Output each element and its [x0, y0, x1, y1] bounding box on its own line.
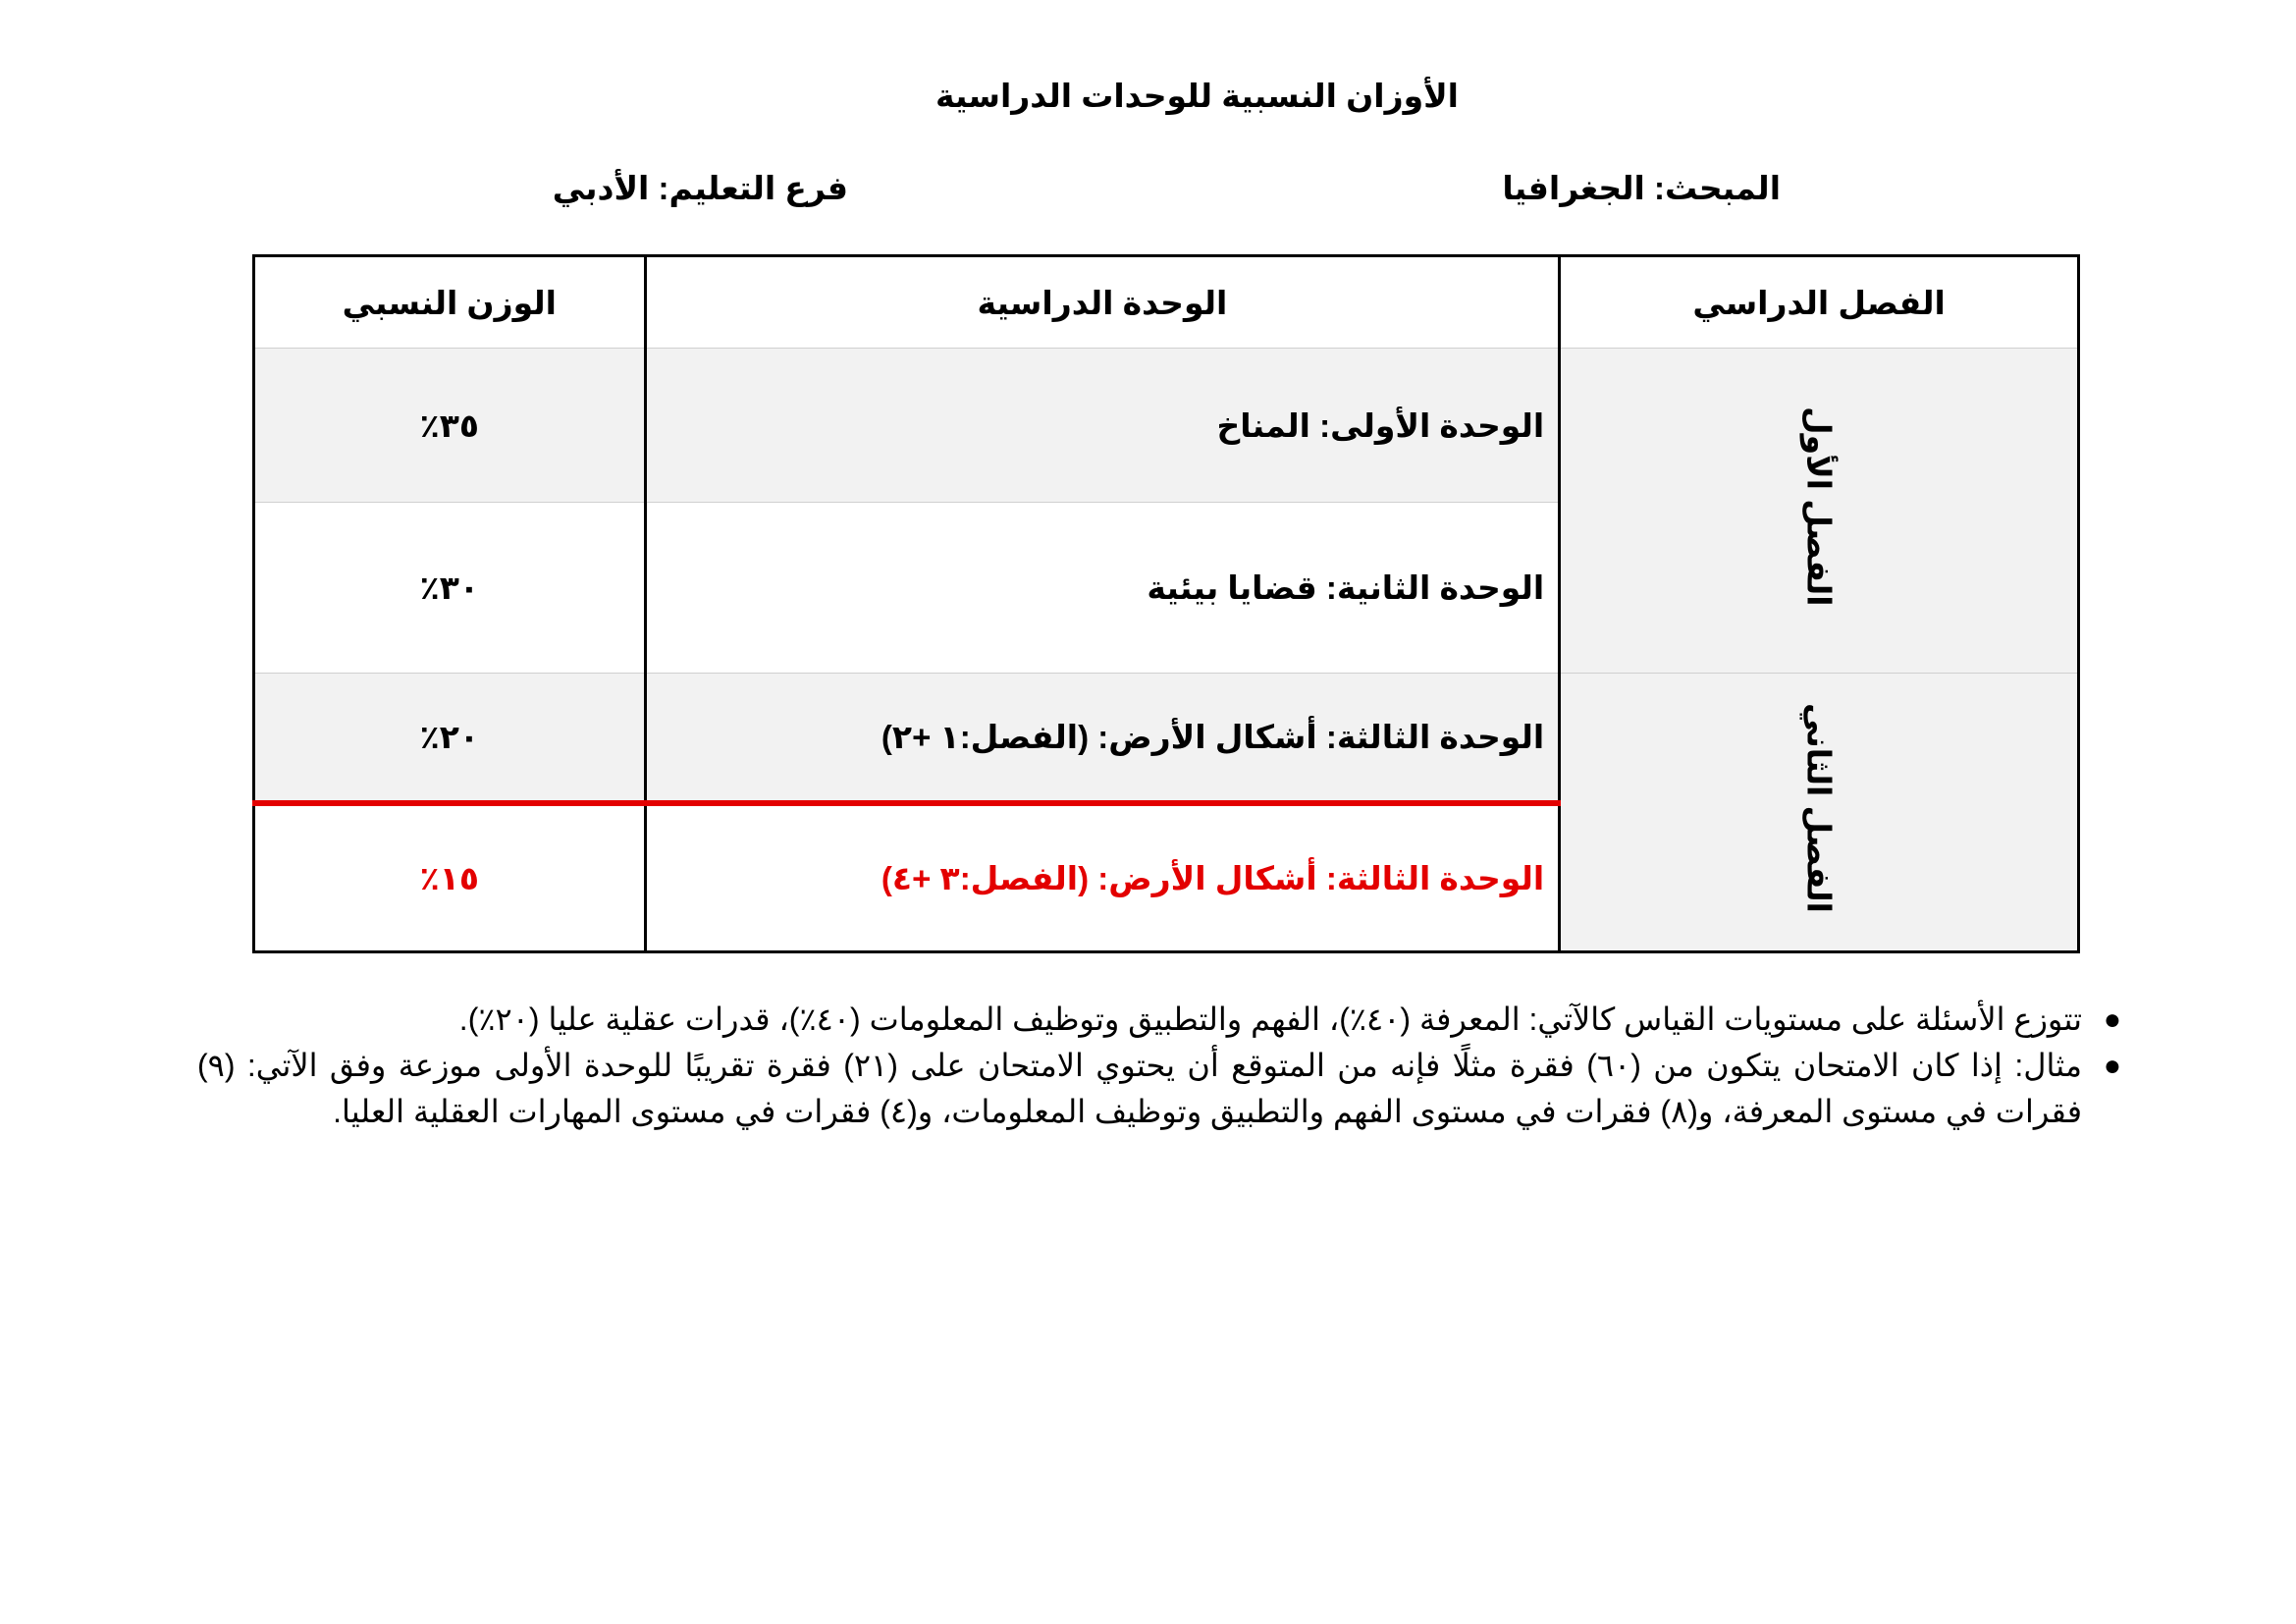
weight-cell: ٣٥٪: [254, 349, 646, 503]
page-title: الأوزان النسبية للوحدات الدراسية: [935, 78, 1459, 114]
semester-label-first: الفصل الأول: [1800, 406, 1838, 607]
weight-cell: ٣٠٪: [254, 503, 646, 674]
notes-list: [197, 997, 2121, 1135]
unit-cell-highlighted: الوحدة الثالثة: أشكال الأرض: (الفصل:٣ +٤): [645, 803, 1560, 952]
unit-cell: الوحدة الثالثة: أشكال الأرض: (الفصل:١ +٢): [645, 674, 1560, 804]
note-text: تتوزع الأسئلة على مستويات القياس كالآتي: المعرفة (٤٠٪)، الفهم والتطبيق وتوظيف المعلومات (٤٠٪)، قدرات عقلية عليا (٢٠٪).: [458, 1001, 2082, 1037]
list-item: [197, 1043, 2121, 1135]
header-weight: الوزن النسبي: [254, 256, 646, 349]
note-text: مثال: إذا كان الامتحان يتكون من (٦٠) فقرة مثلًا فإنه من المتوقع أن يحتوي الامتحان على (٢١) فقرة تقريبًا للوحدة الأولى موزعة وفق الآتي: (٩) فقرات في مستوى المعرفة، و(٨) فقرات في مستوى الفهم والتطبيق وتوظيف المعلومات، و(٤) فقرات في مستوى المهارات العقلية العليا.: [197, 1048, 2083, 1129]
header-unit: الوحدة الدراسية: [645, 256, 1560, 349]
bullet-icon: ●: [2103, 1050, 2121, 1082]
header-semester: الفصل الدراسي: [1560, 256, 2079, 349]
subject-label: المبحث: الجغرافيا: [1502, 170, 1781, 206]
weights-table: [252, 254, 2080, 953]
bullet-icon: ●: [2103, 1003, 2121, 1036]
weight-cell-highlighted: ١٥٪: [254, 803, 646, 952]
table-row: [254, 349, 2079, 503]
semester-label-second: الفصل الثاني: [1800, 703, 1838, 913]
unit-cell: الوحدة الثانية: قضايا بيئية: [645, 503, 1560, 674]
table-row: [254, 674, 2079, 804]
semester-cell-second: [1560, 674, 2079, 952]
list-item: [197, 997, 2121, 1043]
weight-cell: ٢٠٪: [254, 674, 646, 804]
semester-cell-first: [1560, 349, 2079, 674]
table-header-row: [254, 256, 2079, 349]
unit-cell: الوحدة الأولى: المناخ: [645, 349, 1560, 503]
branch-label: فرع التعليم: الأدبي: [552, 170, 848, 206]
